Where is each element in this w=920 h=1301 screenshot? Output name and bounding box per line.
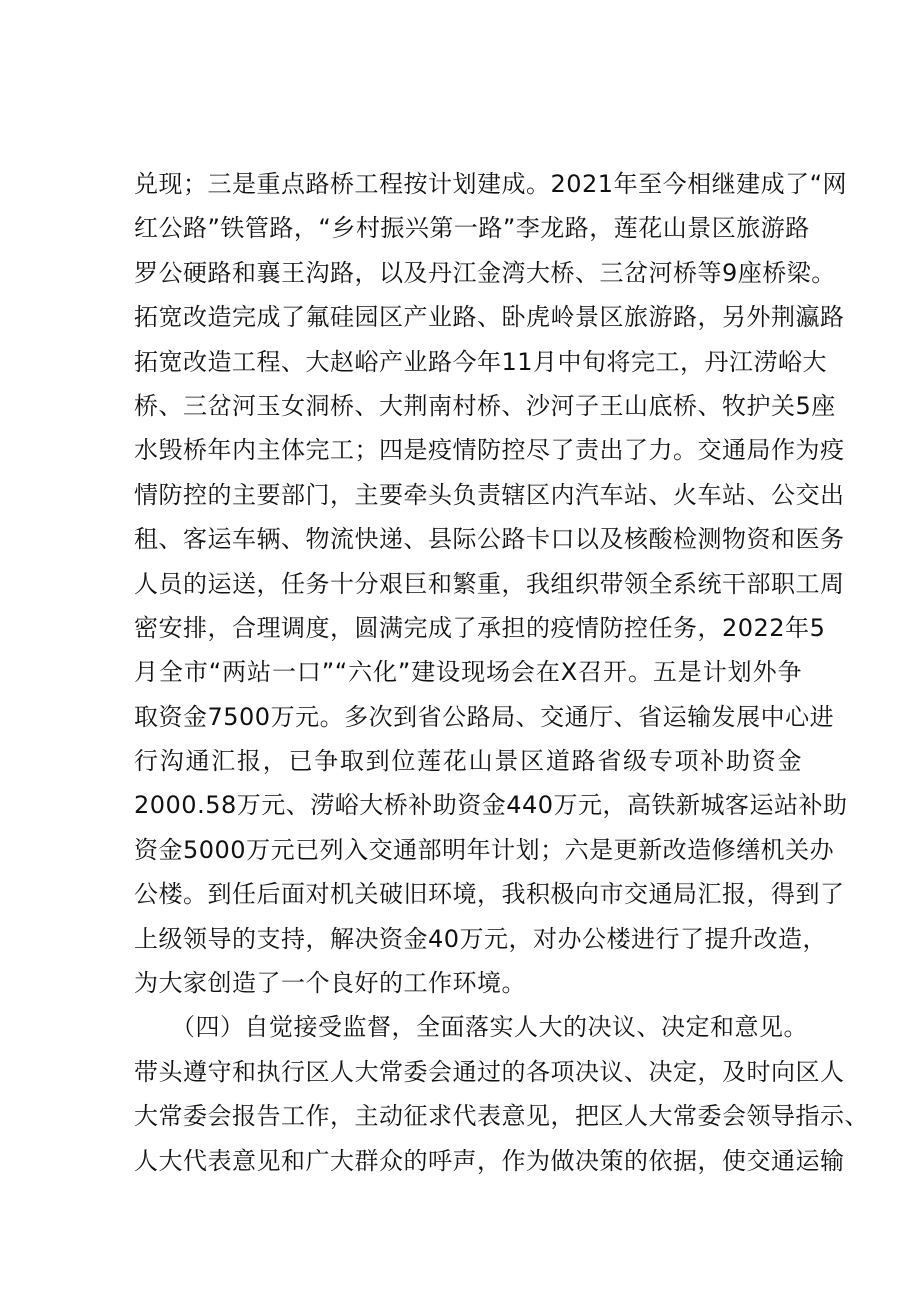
text-line: 2000.58万元、涝峪大桥补助资金440万元，高铁新城客运站补助 (134, 791, 848, 820)
text-line: 水毁桥年内主体完工；四是疫情防控尽了责出了力。交通局作为疫 (134, 436, 845, 465)
text-line: 资金5000万元已列入交通部明年计划；六是更新改造修缮机关办 (134, 835, 835, 864)
text-line: 人大代表意见和广大群众的呼声，作为做决策的依据，使交通运输 (134, 1146, 845, 1175)
text-line: 拓宽改造完成了氟硅园区产业路、卧虎岭景区旅游路，另外荆瀛路 (134, 303, 845, 332)
text-line: 罗公硬路和襄王沟路，以及丹江金湾大桥、三岔河桥等9座桥梁。 (134, 258, 836, 287)
text-line: 上级领导的支持，解决资金40万元，对办公楼进行了提升改造， (134, 924, 828, 953)
text-line: 公楼。到任后面对机关破旧环境，我积极向市交通局汇报，得到了 (134, 880, 845, 909)
text-line: 桥、三岔河玉女洞桥、大荆南村桥、沙河子王山底桥、牧护关5座 (134, 391, 836, 420)
section-heading-line: （四）自觉接受监督，全面落实人大的决议、决定和意见。 (134, 1013, 808, 1042)
text-line: 月全市“两站一口”“六化”建设现场会在X召开。五是计划外争 (134, 658, 802, 687)
body-text (134, 162, 869, 1183)
text-line: 大常委会报告工作，主动征求代表意见，把区人大常委会领导指示、 (134, 1102, 869, 1131)
text-line: 情防控的主要部门，主要牵头负责辖区内汽车站、火车站、公交出 (134, 480, 845, 509)
text-line: 密安排，合理调度，圆满完成了承担的疫情防控任务，2022年5 (134, 613, 826, 642)
text-line: 兑现；三是重点路桥工程按计划建成。2021年至今相继建成了“网 (134, 170, 848, 198)
text-line: 取资金7500万元。多次到省公路局、交通厅、省运输发展中心进 (134, 702, 835, 731)
text-line: 拓宽改造工程、大赵峪产业路今年11月中旬将完工，丹江涝峪大 (134, 347, 828, 376)
text-line: 带头遵守和执行区人大常委会通过的各项决议、决定，及时向区人 (134, 1057, 845, 1086)
text-line: 人员的运送，任务十分艰巨和繁重，我组织带领全系统干部职工周 (134, 569, 845, 598)
text-line: 为大家创造了一个良好的工作环境。 (134, 969, 526, 998)
text-line: 行沟通汇报，已争取到位莲花山景区道路省级专项补助资金 (134, 747, 802, 776)
text-line: 红公路”铁管路，“乡村振兴第一路”李龙路，莲花山景区旅游路 (134, 214, 810, 243)
text-line: 租、客运车辆、物流快递、县际公路卡口以及核酸检测物资和医务 (134, 525, 845, 554)
